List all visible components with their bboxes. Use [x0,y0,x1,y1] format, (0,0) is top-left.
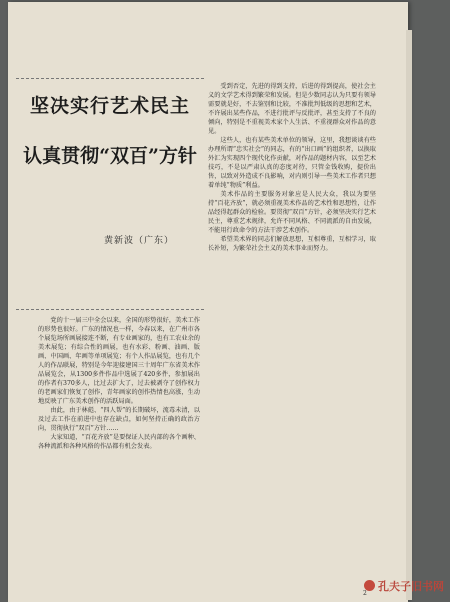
right-column-text [208,82,376,602]
paragraph: 大家知道，“百花齐放”是要保证人民内部的各个画种、各种流派和各种风格的作品都有机会发表。 [38,434,200,450]
page-edge-shadow [406,30,412,600]
watermark [364,578,444,594]
page-number: 2 [363,590,367,597]
paragraph: 党的十一届三中全会以来，全国的形势很好，美术工作的形势也很好。广东的情况也一样，今春以来，在广州市各个展览场所画展接连不断，有专业画家的，也有工农业余的美术展览；有综合性的画展，也有水彩、粉画、油画、版画、中国画、年画等单项展览；有个人作品展览，也有几个人的作品联展，特别是今年迎接建国三十周年广东省美术作品展览会，从1300多件作品中选展了420多件，参加展出的作者有370多人，比过去扩大了，过去被剥夺了创作权力的老画家们恢复了创作，青年画家的创作热情也高涨，生动地反映了广东美术创作的活跃局面。 [38,317,200,405]
watermark-seal-icon [364,580,375,591]
paragraph: 这些人，也有某些美术单位的领导，这里，我想谈谈有些办理所谓“忠实社会”的同志，有的“出口画”的组织者，以换取外汇为实现四个现代化作贡献，对作品的题材内容，以至艺术技巧，不是以严肃认真的态度对待，只管金钱收购，提价出售，以致对外造成不良影响，对内则引导一些美术工作者只想着单纯“物质”利益。 [208,137,376,189]
paragraph: 希望美术界的同志们解放思想，互相尊重，互相学习，取长补短，为繁荣社会主义的美术事业而努力。 [208,236,376,252]
article-title-line2: 认真贯彻“双百”方针 [23,145,197,167]
left-column-text [38,316,200,602]
article-title-line1: 坚决实行艺术民主 [29,95,190,117]
paragraph: 美术作品的主要服务对象应是人民大众，我以为要坚持“百花齐放”，就必须重视美术作品的艺术性和思想性，让作品经得起群众的检验。要贯彻“双百”方针，必须坚决实行艺术民主，尊重艺术规律，允许不同风格、不同流派的自由发展，不能用行政命令的方法干涉艺术创作。 [208,191,376,234]
article-author: 黄新波（广东） [104,236,175,246]
watermark-text: 孔夫子旧书网 [378,580,444,593]
paragraph: 受到否定，先进的得到支持，后进的得到提高，使社会主义的文学艺术得到繁荣和发展。但是少数同志认为只要有领导需要就是好，不去鉴别和比较，不准批判低级的思想和艺术，不许展出某些作品，不进行批评与反批评，甚至支持了不良的倾向，特别是不重视美术家个人生活、不重视群众对作品的意见。 [208,83,376,135]
paragraph: 由此，由于林彪、“四人帮”的长期破坏，流毒未清，以及过去工作在前进中也存在缺点，如何坚持正确的政治方向，贯彻执行“双百”方针…… [38,407,200,432]
magazine-page [8,2,408,602]
article-header [16,78,204,310]
